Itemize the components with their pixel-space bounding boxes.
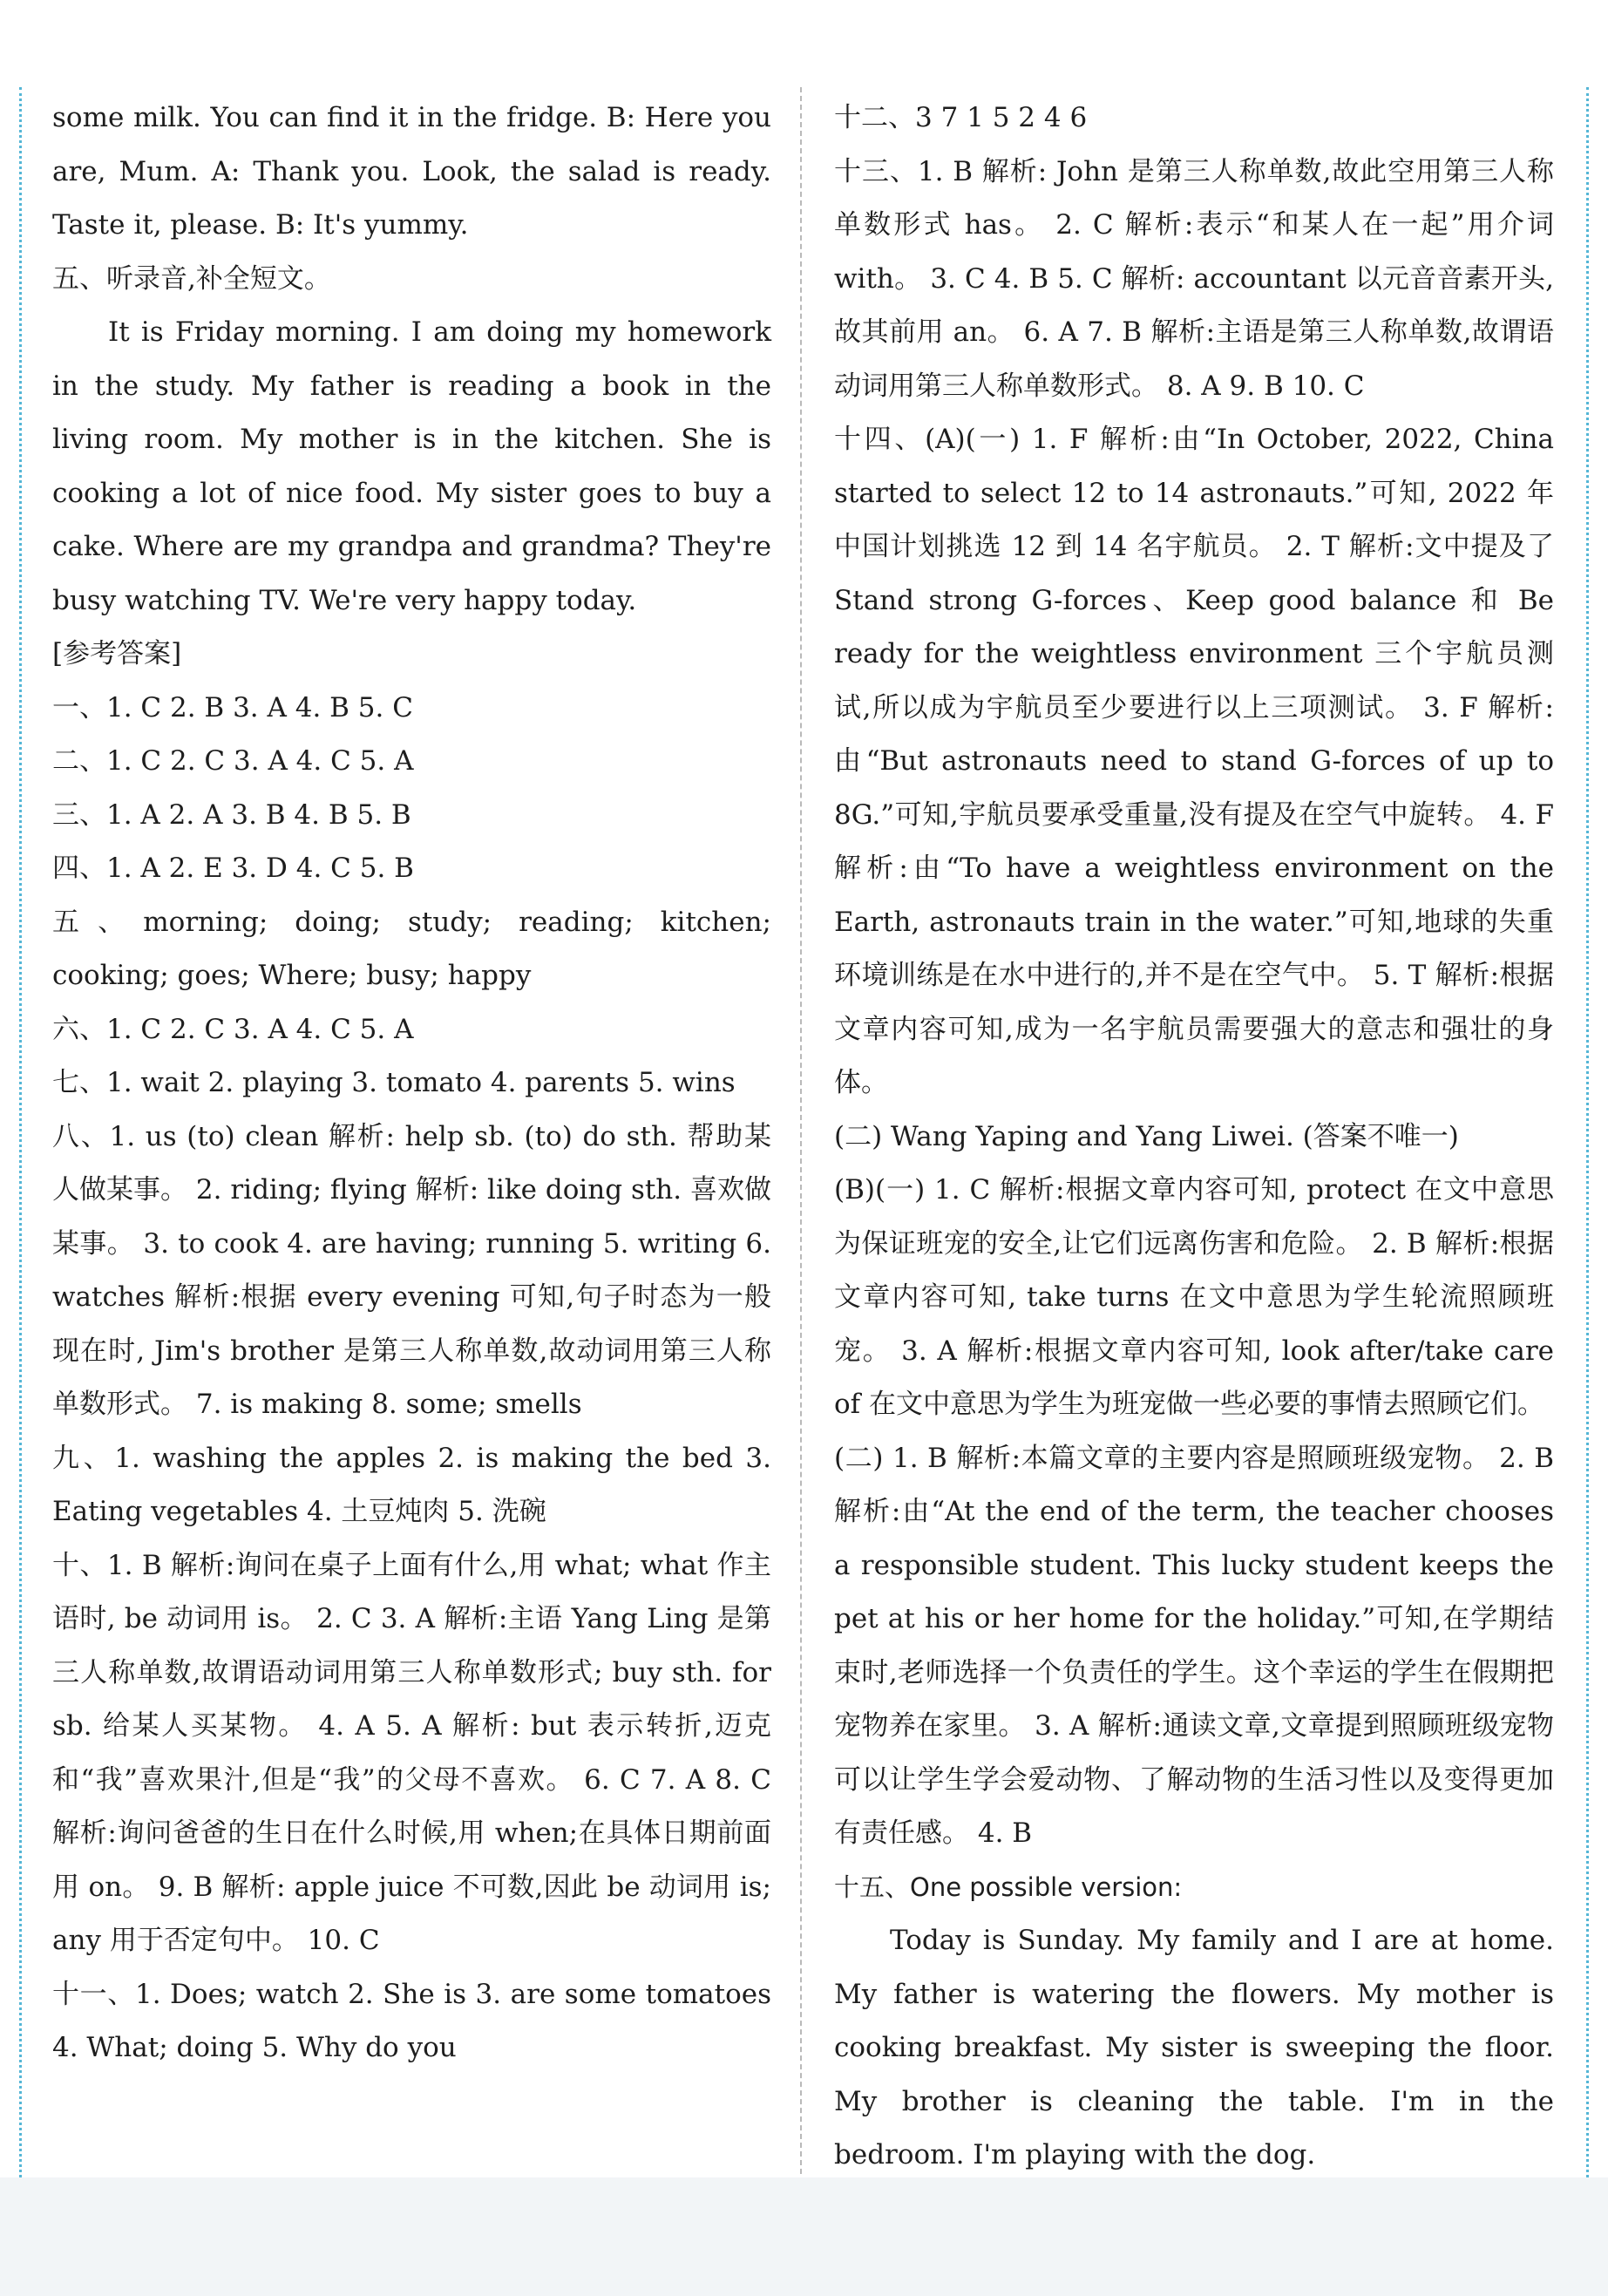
answer-section-14-b-2: (二) 1. B 解析:本篇文章的主要内容是照顾班级宠物。 2. B 解析:由“At the end of the term, the teacher chooses a responsible student. This lucky student keeps the pet at his or her home for the holiday.”可知,在学期结束时,老师选择一个负责任的学生。这个幸运的学生在假期把宠物养在家里。 3. A 解析:通读文章,文章提到照顾班级宠物可以让学生学会爱动物、了解动物的生活习性以及变得更加有责任感。 4. B — [834, 1442, 1554, 1849]
answer-section-4: 四、1. A 2. E 3. D 4. C 5. B — [52, 853, 414, 884]
answer-section-11: 十一、1. Does; watch 2. She is 3. are some tomatoes 4. What; doing 5. Why do you — [52, 1978, 771, 2063]
answer-section-13: 十三、1. B 解析: John 是第三人称单数,故此空用第三人称单数形式 has。 2. C 解析:表示“和某人在一起”用介词 with。 3. C 4. B 5. C 解析: accountant 以元音音素开头,故其前用 an。 6. A 7. B 解析:主语是第三人称单数,故谓语动词用第三人称单数形式。 8. A 9. B 10. C — [834, 155, 1554, 402]
footer-band — [0, 2177, 1608, 2296]
answer-section-15-heading: 十五、One possible version: — [834, 1871, 1183, 1902]
sample-composition: Today is Sunday. My family and I are at home. My father is watering the flowers. My mother is cooking breakfast. My sister is sweeping the floor. My brother is cleaning the table. I'm in the bedroom. I'm playing with the dog. — [834, 1925, 1554, 2170]
answer-section-7: 七、1. wait 2. playing 3. tomato 4. parents 5. wins — [52, 1067, 736, 1098]
column-divider — [800, 87, 802, 2200]
answer-section-3: 三、1. A 2. A 3. B 4. B 5. B — [52, 798, 411, 831]
answer-section-14-a-1: 十四、(A)(一) 1. F 解析:由“In October, 2022, China started to select 12 to 14 astronauts.”可知, 2022 年中国计划挑选 12 到 14 名宇航员。 2. T 解析:文中提及了 Stand strong G-forces、Keep good balance 和 Be ready for the weightless environment 三个宇航员测试,所以成为宇航员至少要进行以上三项测试。 3. F 解析:由“But astronauts need to stand G-forces of up to 8G.”可知,宇航员要承受重量,没有提及在空气中旋转。 4. F 解析:由“To have a weightless environment on the Earth, astronauts train in the water.”可知,地球的失重环境训练是在水中进行的,并不是在空气中。 5. T 解析:根据文章内容可知,成为一名宇航员需要强大的意志和强壮的身体。 — [834, 424, 1554, 1098]
answer-section-10: 十、1. B 解析:询问在桌子上面有什么,用 what; what 作主语时, be 动词用 is。 2. C 3. A 解析:主语 Yang Ling 是第三人称单数,故谓语动词用第三人称单数形式; buy sth. for sb. 给某人买某物。 4. A 5. A 解析: but 表示转折,迈克和“我”喜欢果汁,但是“我”的父母不喜欢。 6. C 7. A 8. C 解析:询问爸爸的生日在什么时候,用 when;在具体日期前面用 on。 9. B 解析: apple juice 不可数,因此 be 动词用 is; any 用于否定句中。 10. C — [52, 1549, 771, 1956]
right-column — [834, 92, 1554, 2183]
dialogue-continuation: some milk. You can find it in the fridge. B: Here you are, Mum. A: Thank you. Look, the salad is ready. Taste it, please. B: It's yummy. — [52, 102, 771, 241]
answer-section-14-a-2: (二) Wang Yaping and Yang Liwei. (答案不唯一) — [834, 1120, 1459, 1152]
left-margin-dotted-line — [19, 87, 22, 2209]
reference-answers-heading: [参考答案] — [52, 638, 182, 669]
answer-section-1: 一、1. C 2. B 3. A 4. B 5. C — [52, 691, 413, 723]
listening-passage: It is Friday morning. I am doing my homework in the study. My father is reading a book in the living room. My mother is in the kitchen. She is cooking a lot of nice food. My sister goes to buy a cake. Where are my grandpa and grandma? They're busy watching TV. We're very happy today. — [52, 316, 771, 616]
answer-section-14-b-1: (B)(一) 1. C 解析:根据文章内容可知, protect 在文中意思为保证班宠的安全,让它们远离伤害和危险。 2. B 解析:根据文章内容可知, take turns 在文中意思为学生轮流照顾班宠。 3. A 解析:根据文章内容可知, look after/take care of 在文中意思为学生为班宠做一些必要的事情去照顾它们。 — [834, 1174, 1554, 1420]
answer-section-2: 二、1. C 2. C 3. A 4. C 5. A — [52, 745, 414, 777]
answer-section-12: 十二、3 7 1 5 2 4 6 — [834, 102, 1088, 133]
section-5-heading: 五、听录音,补全短文。 — [52, 262, 331, 295]
answer-section-6: 六、1. C 2. C 3. A 4. C 5. A — [52, 1013, 414, 1045]
answer-section-9: 九、1. washing the apples 2. is making the bed 3. Eating vegetables 4. 土豆炖肉 5. 洗碗 — [52, 1442, 771, 1527]
right-margin-dotted-line — [1586, 87, 1589, 2209]
left-column — [52, 92, 771, 2075]
answer-section-8: 八、1. us (to) clean 解析: help sb. (to) do sth. 帮助某人做某事。 2. riding; flying 解析: like doing sth. 喜欢做某事。 3. to cook 4. are having; running 5. writing 6. watches 解析:根据 every evening 可知,句子时态为一般现在时, Jim's brother 是第三人称单数,故动词用第三人称单数形式。 7. is making 8. some; smells — [52, 1120, 771, 1420]
answer-section-5: 五、morning; doing; study; reading; kitchen; cooking; goes; Where; busy; happy — [52, 906, 771, 991]
